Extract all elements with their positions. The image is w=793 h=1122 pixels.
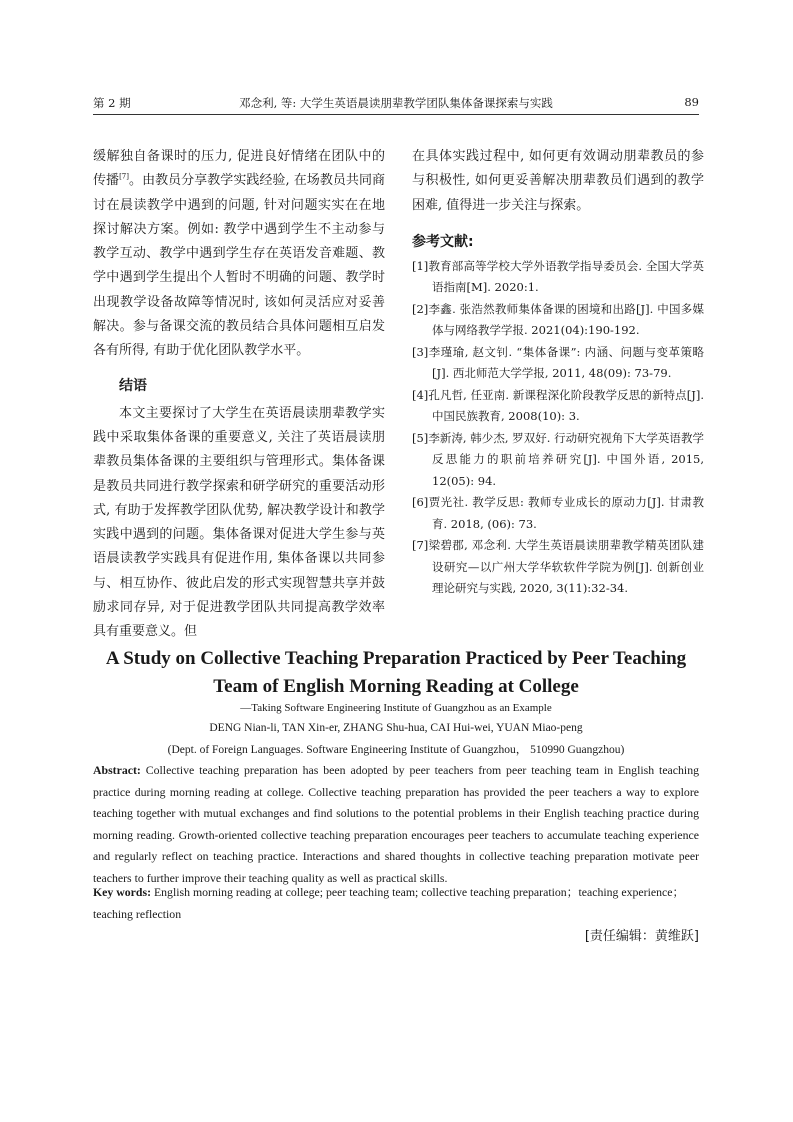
english-title-line: Team of English Morning Reading at College <box>213 676 579 697</box>
reference-item: [3]李瑾瑜, 赵文钊. “集体备课”: 内涵、问题与变革策略[J]. 西北师范大学学报, 2011, 48(09): 73-79. <box>412 344 704 381</box>
english-abstract <box>93 760 699 890</box>
paragraph-text: 。由教员分享教学实践经验, 在场教员共同商讨在晨读教学中遇到的问题, 针对问题实实在在地探讨解决方案。例如: 教学中遇到学生不主动参与教学互动、教学中遇到学生存在英语发音难题、教学中遇到学生提出个人暂时不明确的问题、教学时出现教学设备故障等情况时, 该如何灵活应对妥善解决。参与备课交流的教员结合具体问题相互启发各有所得, 有助于优化团队教学水平。 <box>93 173 385 359</box>
header-rule <box>93 114 699 115</box>
english-keywords <box>93 882 699 925</box>
reference-item: [5]李新涛, 韩少杰, 罗双好. 行动研究视角下大学英语教学反思能力的职前培养研究[J]. 中国外语, 2015, 12(05): 94. <box>412 430 704 488</box>
abstract-label: Abstract: <box>93 763 141 777</box>
body-paragraph <box>93 145 385 364</box>
english-affiliation: (Dept. of Foreign Languages. Software Engineering Institute of Guangzhou， 510990 Guangzhou) <box>167 744 625 756</box>
conclusion-paragraph: 本文主要探讨了大学生在英语晨读朋辈教学实践中采取集体备课的重要意义, 关注了英语晨读朋辈教员集体备课的主要组织与管理形式。集体备课是教员共同进行教学探索和研学研究的重要活动形式, 有助于发挥教学团队优势, 解决教学设计和教学实践中遇到的问题。集体备课对促进大学生参与英语晨读教学实践具有促进作用, 集体备课以共同参与、相互协作、彼此启发的形式实现智慧共享并鼓励求同存异, 对于促进教学团队共同提高教学效率具有重要意义。但 <box>93 405 385 640</box>
english-authors: DENG Nian-li, TAN Xin-er, ZHANG Shu-hua, CAI Hui-wei, YUAN Miao-peng <box>209 722 583 734</box>
responsible-editor: [责任编辑：黄维跃] <box>584 929 699 944</box>
left-column <box>93 145 385 645</box>
continuation-paragraph: 在具体实践过程中, 如何更有效调动朋辈教员的参与积极性, 如何更妥善解决朋辈教员们遇到的教学困难, 值得进一步关注与探索。 <box>412 149 704 213</box>
issue-label: 第 2 期 <box>93 96 131 110</box>
keywords-text: English morning reading at college; peer teaching team; collective teaching preparation；teaching experience；teaching reflection <box>93 885 685 921</box>
paragraph-text: 缓解独自备课时的压力, 促进良好情绪在团队中的传播 <box>93 149 385 189</box>
reference-item: [7]梁碧郡, 邓念利. 大学生英语晨读朋辈教学精英团队建设研究—以广州大学华软软件学院为例[J]. 创新创业理论研究与实践, 2020, 3(11):32-34. <box>412 538 704 596</box>
references-heading: 参考文献: <box>412 233 474 250</box>
keywords-label: Key words: <box>93 885 151 899</box>
page-number: 89 <box>684 95 699 109</box>
english-title-line: A Study on Collective Teaching Preparation Practiced by Peer Teaching <box>105 648 687 669</box>
reference-item: [1]教育部高等学校大学外语教学指导委员会. 全国大学英语指南[M]. 2020:1. <box>412 258 704 295</box>
reference-item: [4]孔凡哲, 任亚南. 新课程深化阶段教学反思的新特点[J]. 中国民族教育, 2008(10): 3. <box>412 387 704 424</box>
reference-list <box>412 256 704 600</box>
english-title <box>93 645 699 701</box>
reference-item: [6]贾光社. 教学反思: 教师专业成长的原动力[J]. 甘肃教育. 2018, (06): 73. <box>412 495 704 531</box>
conclusion-heading: 结语 <box>119 377 147 394</box>
citation-superscript: [7] <box>119 172 129 181</box>
right-column <box>412 145 704 600</box>
english-subtitle: —Taking Software Engineering Institute of Guangzhou as an Example <box>240 702 552 714</box>
abstract-text: Collective teaching preparation has been adopted by peer teachers from peer teaching team in English teaching practice during morning reading at college. Collective teaching preparation has provided the peer teachers a way to explore teaching together with mutual exchanges and find solutions to the potential problems in their English teaching practice during morning reading. Growth-oriented collective teaching preparation encourages peer teachers to accumulate teaching experience and regularly reflect on teaching practice. Interactions and shared thoughts in collective teaching preparation motivate peer teachers to further improve their teaching quality as well as practical skills. <box>93 763 699 885</box>
running-title: 邓念利, 等: 大学生英语晨读朋辈教学团队集体备课探索与实践 <box>239 96 553 110</box>
reference-item: [2]李鑫. 张浩然教师集体备课的困境和出路[J]. 中国多媒体与网络教学学报. 2021(04):190-192. <box>412 301 704 338</box>
running-header <box>93 95 699 113</box>
